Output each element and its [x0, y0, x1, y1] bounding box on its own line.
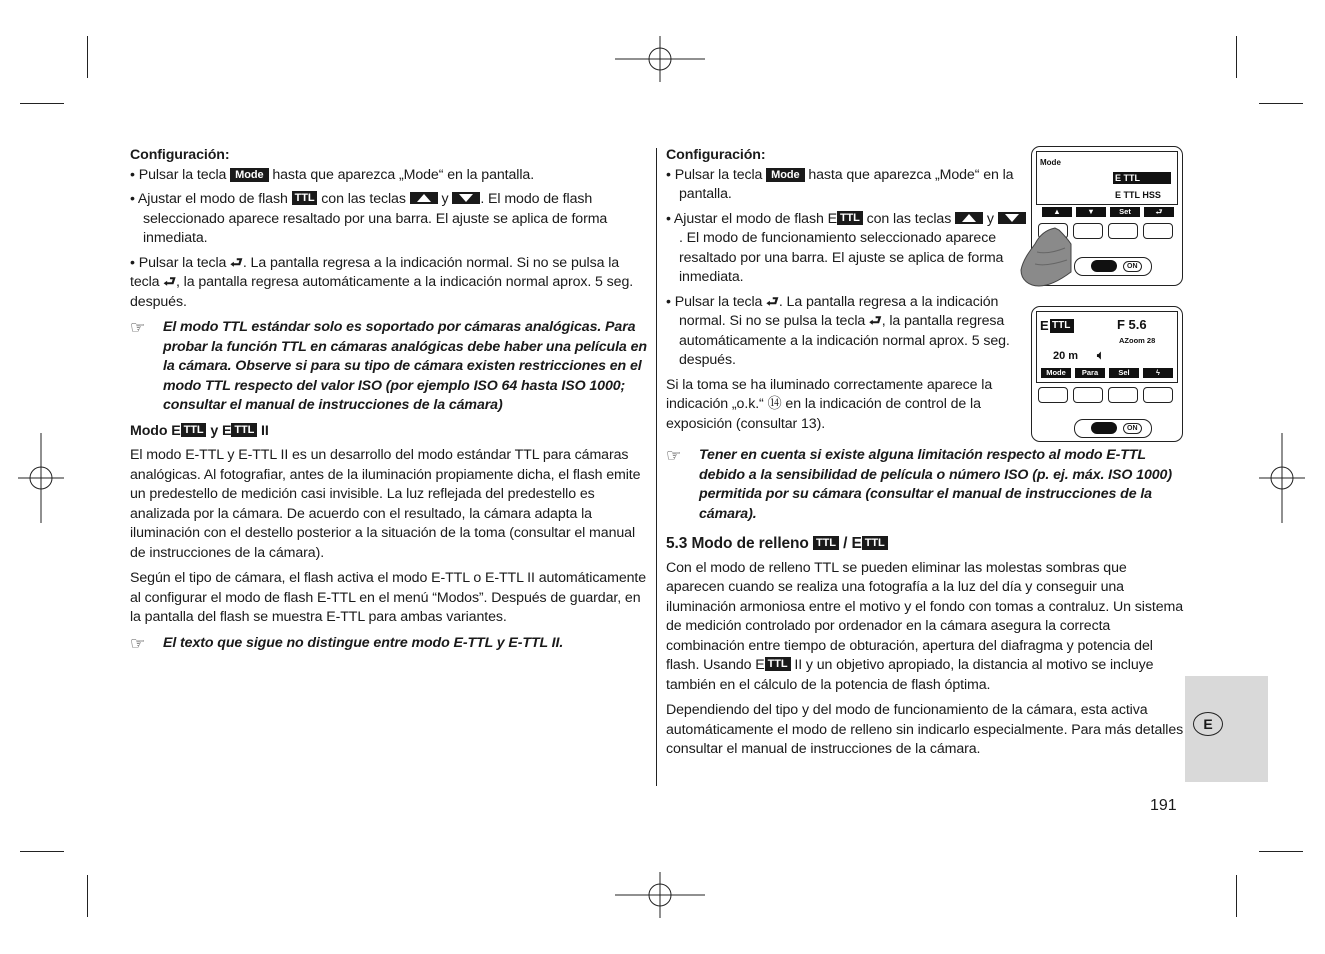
ttl-icon: TTL: [862, 536, 888, 550]
lcd-mode-e: E: [1040, 318, 1049, 333]
config-heading: Configuración:: [130, 147, 230, 163]
bullet-mode-key: • Pulsar la tecla Mode hasta que aparezca „Mode“ en la pantalla.: [666, 166, 1014, 202]
lcd-mode-label: Mode: [1040, 158, 1061, 167]
pointing-hand-icon: ☞: [130, 318, 146, 337]
registration-mark-bottom: [615, 872, 705, 918]
softkey-mode: Mode: [1041, 368, 1071, 378]
mode-key-icon: Mode: [766, 168, 804, 182]
lcd-aperture: F 5.6: [1117, 317, 1147, 332]
return-key-icon: ⮐: [163, 274, 176, 290]
ttl-icon: TTL: [837, 211, 863, 225]
bullet-return-key: • Pulsar la tecla ⮐. La pantalla regresa a la indicación normal. Si no se pulsa la tecla ⮐, la pantalla regresa automáticamente a la indicación normal aprox. 5 seg. después.: [666, 293, 1010, 368]
left-column: [130, 146, 648, 659]
lcd-zoom: AZoom 28: [1119, 336, 1156, 345]
section-title-fill-flash: 5.3 Modo de relleno TTL / E TTL: [666, 534, 1184, 554]
hardware-key: [1143, 223, 1173, 239]
crop-mark: [1259, 851, 1303, 852]
crop-mark: [1236, 36, 1237, 78]
on-label: ON: [1123, 261, 1142, 272]
column-divider: [656, 148, 657, 786]
ttl-icon: TTL: [765, 657, 791, 671]
mode-key-icon: Mode: [230, 168, 268, 182]
ttl-icon: TTL: [292, 191, 318, 205]
hardware-key: [1073, 223, 1103, 239]
hardware-key: [1038, 387, 1068, 403]
switch-knob: [1091, 422, 1117, 434]
crop-mark: [20, 851, 64, 852]
pointing-hand-icon: ☞: [666, 446, 682, 465]
softkey-down: ▼: [1076, 207, 1106, 217]
softkey-set: Set: [1110, 207, 1140, 217]
paragraph-ettl-description: El modo E-TTL y E-TTL II es un desarrollo del modo estándar TTL para cámaras analógicas. Al fotografiar, antes de la iluminación propiamente dicha, el flash emite un predestello de medición casi invisible. La luz reflejada del predestello es analizada por la cámara. De acuerdo con el resultado, la cámara adapta la iluminación con el destello posterior a la situación de la toma (consultar el manual de instrucciones de la cámara).: [130, 447, 641, 561]
ttl-icon: TTL: [813, 536, 839, 550]
crop-mark: [87, 875, 88, 917]
softkey-sel: Sel: [1109, 368, 1139, 378]
pointing-hand-icon: ☞: [130, 633, 146, 653]
on-label: ON: [1123, 423, 1142, 434]
return-key-icon: ⮐: [230, 254, 243, 271]
lcd-display: [1036, 151, 1178, 205]
paragraph-fill-flash: Con el modo de relleno TTL se pueden eliminar las molestas sombras que aparecen cuando se realiza una fotografía a la luz del día y conseguir una iluminación armoniosa entre el motivo y el fondo con tomas a contraluz. Un sistema de medición controlado por ordenador en la cámara asegura la correcta combinación entre tiempo de obturación, apertura del diafragma y potencia del flash. Usando E TTL II y un objetivo apropiado, la distancia al motivo se incluye también en el cálculo de la potencia de flash óptima.: [666, 559, 1183, 693]
bullet-return-key: • Pulsar la tecla ⮐. La pantalla regresa a la indicación normal. Si no se pulsa la tecla ⮐, la pantalla regresa automáticamente a la indicación normal aprox. 5 seg. después.: [130, 254, 634, 310]
up-key-icon: [955, 212, 983, 224]
crop-mark: [1259, 103, 1303, 104]
hardware-key: [1143, 387, 1173, 403]
paragraph-ettl-auto: Según el tipo de cámara, el flash activa el modo E-TTL o E-TTL II automáticamente al configurar el modo de flash E-TTL en el menú “Modos”. Después de guardar, en la pantalla del flash se muestra E-TTL para ambas variantes.: [130, 570, 647, 625]
paragraph-fill-auto: Dependiendo del tipo y del modo de funcionamiento de la cámara, esta activa automáticamente el modo de relleno sin indicarlo especialmente. Para más detalles consultar el manual de instrucciones de la cámara.: [666, 702, 1184, 757]
power-switch: [1074, 257, 1152, 276]
lcd-selected-item: E TTL: [1113, 172, 1171, 184]
lcd-distance: 20 m: [1053, 350, 1079, 362]
subheading-ettl: Modo E TTL y E TTL II: [130, 422, 269, 439]
flash-panel-normal-display: [1031, 306, 1183, 442]
config-heading: Configuración:: [666, 147, 766, 163]
page-number: 191: [1150, 797, 1177, 814]
bullet-mode-key: • Pulsar la tecla Mode hasta que aparezca „Mode“ en la pantalla.: [130, 166, 535, 183]
crop-mark: [87, 36, 88, 78]
switch-knob: [1091, 260, 1117, 272]
hardware-key: [1108, 387, 1138, 403]
bullet-adjust-mode: • Ajustar el modo de flash TTL con las teclas y . El modo de flash seleccionado aparece resaltado por una barra. El ajuste se aplica de forma inmediata.: [130, 191, 608, 246]
right-column-top: [666, 146, 1026, 440]
hardware-key: [1073, 387, 1103, 403]
power-switch: [1074, 419, 1152, 438]
hardware-key: [1108, 223, 1138, 239]
note-ttl-analog: ☞ El modo TTL estándar solo es soportado por cámaras analógicas. Para probar la función TTL en cámaras analógicas debe haber una película en la cámara. Observe si para su tipo de cámara existen restricciones en el modo TTL respecto del valor ISO (por ejemplo ISO 64 hasta ISO 1000; consultar el manual de instrucciones de la cámara): [130, 318, 647, 413]
bullet-adjust-mode: • Ajustar el modo de flash E TTL con las teclas y . El modo de funcionamiento seleccionado aparece resaltado por una barra. El ajuste se aplica de forma inmediata.: [666, 210, 1026, 288]
note-ettl-limitation: ☞ Tener en cuenta si existe alguna limitación respecto al modo E-TTL debido a la sensibilidad de película o número ISO (p. ej. máx. ISO 1000) permitida por su cámara (consultar el manual de instrucciones de la cámara).: [666, 446, 1172, 522]
return-key-icon: ⮐: [869, 313, 882, 329]
speaker-icon: 🔈︎: [1097, 348, 1105, 362]
lcd-display: [1036, 311, 1178, 383]
ttl-icon: TTL: [181, 423, 207, 437]
registration-mark-right: [1259, 433, 1305, 523]
registration-mark-top: [615, 36, 705, 82]
right-column-bottom: [666, 446, 1184, 766]
language-tab: [1185, 676, 1268, 782]
note-ettl-variants: ☞ El texto que sigue no distingue entre modo E-TTL y E-TTL II.: [130, 633, 564, 653]
softkey-up: ▲: [1042, 207, 1072, 217]
up-key-icon: [410, 192, 438, 204]
crop-mark: [20, 103, 64, 104]
registration-mark-left: [18, 433, 64, 523]
lcd-menu-item: E TTL HSS: [1115, 190, 1161, 200]
finger-pointer-icon: [1015, 222, 1075, 292]
crop-mark: [1236, 875, 1237, 917]
softkey-flash-icon: ϟ: [1143, 368, 1173, 378]
return-key-icon: ⮐: [766, 293, 779, 310]
down-key-icon: [452, 192, 480, 204]
lcd-mode-ttl: TTL: [1050, 319, 1074, 333]
paragraph-ok-indicator: Si la toma se ha iluminado correctamente aparece la indicación „o.k.“ ⑭ en la indicación de control de la exposición (consultar 13).: [666, 376, 993, 432]
softkey-para: Para: [1075, 368, 1105, 378]
ttl-icon: TTL: [231, 423, 257, 437]
softkey-return: ⮐: [1144, 207, 1174, 217]
language-tab-letter: E: [1193, 712, 1223, 736]
